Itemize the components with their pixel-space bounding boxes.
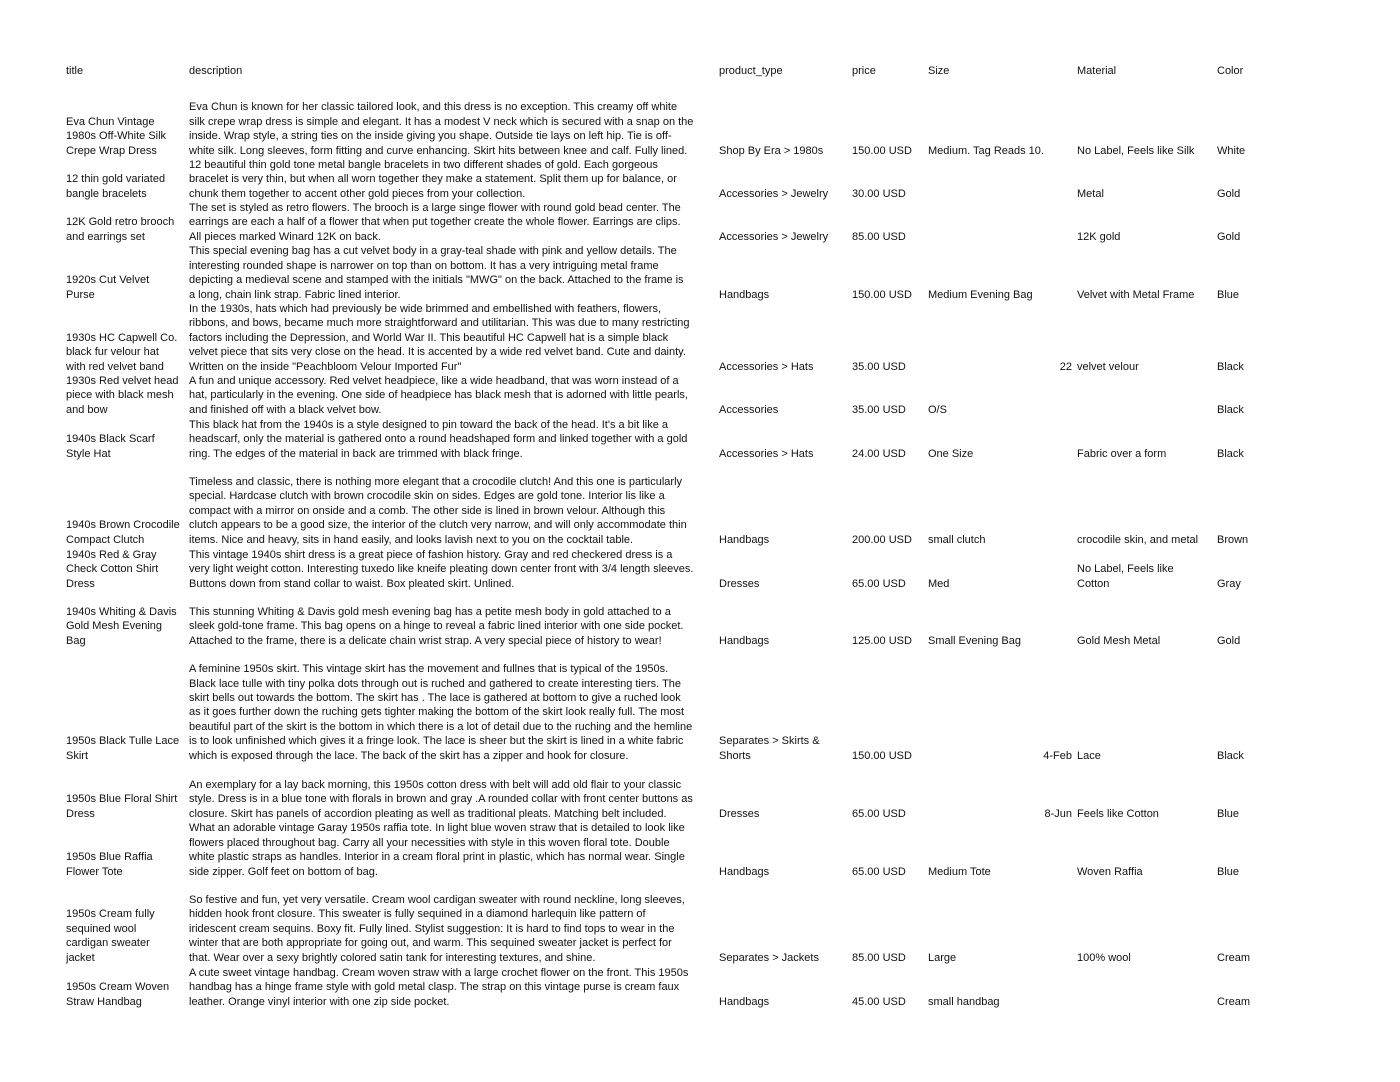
row-description: Timeless and classic, there is nothing more elegant that a crocodile clutch! And this one is particularly special. Hardcase clutch with brown crocodile skin on sides. Edges are gold tone. Interior lis like a compact with a mirror on onside and a comb. The other side is lined in brown velour. Although this clutch appears to be a good size, the interior of the clutch very narrow, and will only accommodate thin items. Nice and heavy, sits in hand easily, and looks lavish next to you on the cocktail table. [189,475,687,546]
row-price: 125.00 USD [852,634,912,647]
row-title: 1940s Black Scarf Style Hat [66,433,155,460]
row-color: Black [1217,360,1244,373]
row-material: 100% wool [1077,951,1131,964]
row-product-type: Handbags [719,865,770,878]
row-size: Medium Evening Bag [928,288,1033,301]
row-price: 45.00 USD [852,995,906,1008]
row-product-type: Accessories > Hats [719,360,814,373]
row-product-type: Dresses [719,577,760,590]
row-price: 35.00 USD [852,360,906,373]
table-row [66,201,1356,244]
row-product-type: Accessories > Jewelry [719,230,829,243]
row-title: 1940s Brown Crocodile Compact Clutch [66,519,180,546]
table-row [66,475,1356,547]
row-material: No Label, Feels like Silk [1077,144,1195,157]
row-color: Gray [1217,577,1241,590]
header-title: title [66,65,84,77]
row-price: 200.00 USD [852,533,912,546]
row-description: So festive and fun, yet very versatile. Cream wool cardigan sweater with round neckline, long sleeves, hidden hook front closure. This sweater is fully sequined in a diamond harlequin like pattern of iridescent cream sequins. Boxy fit. Fully lined. Stylist suggestion: It is hard to find tops to wear in the winter that are both appropriate for going out, and warm. This sequined sweater jacket is perfect for that. Wear over a sexy brightly colored satin tank for interesting textures, and shine. [189,893,685,964]
row-description: A cute sweet vintage handbag. Cream woven straw with a large crochet flower on the front. This 1950s handbag has a hinge frame style with gold metal clasp. The strap on this vintage purse is cream faux leather. Orange vinyl interior with one zip side pocket. [189,966,689,1008]
row-material: Velvet with Metal Frame [1077,288,1195,301]
row-description: Eva Chun is known for her classic tailored look, and this dress is no exception. This creamy off white silk crepe wrap dress is simple and elegant. It has a modest V neck which is secured with a snap on the inside. Wrap style, a string ties on the inside giving you shape. Outside tie lays on left hip. Tie is off- white silk. Long sleeves, form fitting and curve enhancing. Skirt hits between knee and calf. Fully lined. [189,101,694,157]
row-color: Brown [1217,533,1249,546]
row-product-type: Handbags [719,634,770,647]
row-size: 4-Feb [1043,749,1072,762]
row-size: Small Evening Bag [928,634,1021,647]
row-product-type: Accessories > Jewelry [719,187,829,200]
row-product-type: Shop By Era > 1980s [719,144,824,157]
row-price: 30.00 USD [852,187,906,200]
row-size: small clutch [928,533,986,546]
row-product-type: Handbags [719,533,770,546]
row-title: 1940s Red & Gray Check Cotton Shirt Dress [66,548,159,590]
table-row [66,244,1356,302]
row-size: Med [928,577,950,590]
row-title: Eva Chun Vintage 1980s Off-White Silk Crepe Wrap Dress [66,115,167,157]
table-row [66,143,1356,201]
table-row [66,418,1356,461]
row-description: The set is styled as retro flowers. The brooch is a large singe flower with round gold bead center. The earrings are each a half of a flower that when put together create the whole flower. Earrings are clips. All pieces marked Winard 12K on back. [189,201,681,243]
row-color: White [1217,144,1246,157]
header-price: price [852,65,876,77]
row-description: This stunning Whiting & Davis gold mesh evening bag has a petite mesh body in gold attached to a sleek gold-tone frame. This bag opens on a hinge to reveal a fabric lined interior with one side pocket. Attached to the frame, there is a delicate chain wrist strap. A very special piece of history to wear! [189,605,684,647]
row-size: Medium. Tag Reads 10. [928,144,1044,157]
row-product-type: Separates > Jackets [719,951,819,964]
row-product-type: Handbags [719,288,770,301]
row-material: Woven Raffia [1077,865,1143,878]
row-material: No Label, Feels like Cotton [1077,563,1174,590]
row-size: small handbag [928,995,1000,1008]
row-size: 8-Jun [1044,807,1072,820]
row-price: 65.00 USD [852,865,906,878]
row-price: 65.00 USD [852,577,906,590]
row-product-type: Dresses [719,807,760,820]
header-size: Size [928,65,950,77]
header-product-type: product_type [719,65,783,77]
table-row [66,893,1356,965]
row-price: 85.00 USD [852,951,906,964]
row-material: Lace [1077,749,1101,762]
row-title: 1950s Cream Woven Straw Handbag [66,981,170,1008]
table-row [66,548,1356,591]
row-product-type: Handbags [719,995,770,1008]
row-title: 1950s Blue Floral Shirt Dress [66,793,178,820]
row-color: Black [1217,403,1244,416]
row-price: 35.00 USD [852,403,906,416]
header-description: description [189,65,243,77]
row-description: This vintage 1940s shirt dress is a great piece of fashion history. Gray and red checkered dress is a very light weight cotton. Interesting tuxedo like kneife pleating down center front with 3/4 length sleeves. Buttons down from stand collar to waist. Box pleated skirt. Unlined. [189,548,694,590]
row-price: 150.00 USD [852,144,912,157]
row-price: 65.00 USD [852,807,906,820]
row-product-type: Separates > Skirts & Shorts [719,735,820,762]
table-row [66,778,1356,821]
row-price: 150.00 USD [852,749,912,762]
row-size: Medium Tote [928,865,991,878]
row-color: Gold [1217,230,1241,243]
row-description: An exemplary for a lay back morning, this 1950s cotton dress with belt will add old flair to your classic style. Dress is in a blue tone with florals in brown and gray .A rounded collar with front center buttons as closure. Skirt has panels of accordion pleating as well as traditional pleats. Matching belt included. [189,778,693,820]
row-description: A fun and unique accessory. Red velvet headpiece, like a wide headband, that was worn instead of a hat, particularly in the evening. One side of headpiece has black mesh that is adorned with little pearls, and finished off with a black velvet bow. [189,374,688,416]
row-color: Black [1217,749,1244,762]
row-size: 22 [1059,360,1072,373]
row-material: Gold Mesh Metal [1077,634,1161,647]
row-title: 1920s Cut Velvet Purse [66,274,150,301]
row-size: O/S [928,403,947,416]
row-product-type: Accessories [719,403,779,416]
row-product-type: Accessories > Hats [719,447,814,460]
table-row [66,302,1356,374]
row-size: One Size [928,447,974,460]
row-title: 1940s Whiting & Davis Gold Mesh Evening Bag [66,605,177,647]
row-color: Blue [1217,807,1240,820]
row-color: Gold [1217,187,1241,200]
row-title: 1950s Black Tulle Lace Skirt [66,735,180,762]
row-title: 1950s Cream fully sequined wool cardigan sweater jacket [66,908,155,964]
row-description: This black hat from the 1940s is a style designed to pin toward the back of the head. It's a bit like a headscarf, only the material is gathered onto a round headshaped form and linked together with a gold ring. The edges of the material in back are trimmed with black fringe. [189,418,688,460]
row-material: Metal [1077,187,1104,200]
row-title: 1950s Blue Raffia Flower Tote [66,851,153,878]
row-title: 1930s Red velvet head piece with black mesh and bow [66,374,179,416]
row-material: Feels like Cotton [1077,807,1159,820]
header-material: Material [1077,65,1117,77]
row-description: What an adorable vintage Garay 1950s raffia tote. In light blue woven straw that is detailed to look like flowers placed throughout bag. Carry all your necessities with style in this woven floral tote. Double white plastic straps as handles. Interior in a cream floral print in plastic, which has normal wear. Single side zipper. Golf feet on bottom of bag. [189,822,685,878]
row-price: 24.00 USD [852,447,906,460]
row-title: 12K Gold retro brooch and earrings set [66,216,175,243]
row-title: 1930s HC Capwell Co. black fur velour hat with red velvet band [66,331,178,373]
row-color: Blue [1217,865,1240,878]
table-row [66,374,1356,417]
row-price: 150.00 USD [852,288,912,301]
table-row [66,662,1356,763]
table-row [66,605,1356,648]
table-row [66,821,1356,879]
header-color: Color [1217,65,1244,77]
table-row [66,966,1356,1009]
row-description: This special evening bag has a cut velvet body in a gray-teal shade with pink and yellow details. The interesting rounded shape is narrower on top than on bottom. It has a very intriguing metal frame depicting a medieval scene and stamped with the initials "MWG" on the back. Attached to the frame is a long, chain link strap. Fabric lined interior. [189,245,684,301]
row-title: 12 thin gold variated bangle bracelets [66,173,166,200]
row-material: 12K gold [1077,230,1121,243]
row-color: Blue [1217,288,1240,301]
row-material: crocodile skin, and metal [1077,533,1199,546]
row-description: 12 beautiful thin gold tone metal bangle bracelets in two different shades of gold. Each gorgeous bracelet is very thin, but when all worn together they make a statement. Split them up for balance, or chunk them together to accent other gold pieces from your collection. [189,158,677,200]
row-color: Cream [1217,951,1251,964]
row-price: 85.00 USD [852,230,906,243]
row-size: Large [928,951,957,964]
row-material: velvet velour [1077,360,1139,373]
row-color: Gold [1217,634,1241,647]
row-material: Fabric over a form [1077,447,1167,460]
row-description: A feminine 1950s skirt. This vintage skirt has the movement and fullnes that is typical of the 1950s. Black lace tulle with tiny polka dots through out is ruched and gathered to create interesting tiers. The skirt bells out towards the bottom. The skirt has . The lace is gathered at bottom to give a ruched look as it goes further down the ruching gets tighter making the bottom of the skirt look really full. The most beautiful part of the skirt is the bottom in which there is a lot of detail due to the ruching and the hemline is to look unfinished which gives it a fringe look. The lace is sheer but the skirt is lined in a white fabric which is exposed through the lace. The back of the skirt has a zipper and hook for closure. [189,663,693,762]
row-color: Black [1217,447,1244,460]
row-color: Cream [1217,995,1251,1008]
row-description: In the 1930s, hats which had previously be wide brimmed and embellished with feathers, flowers, ribbons, and bows, became much more straightforward and utilitarian. This was due to many restricting factors including the Depression, and World War II. This beautiful HC Capwell hat is a simple black velvet piece that sits very close on the head. It is accented by a wide red velvet band. Cute and dainty. Written on the inside "Peachbloom Velour Imported Fur" [189,302,690,373]
